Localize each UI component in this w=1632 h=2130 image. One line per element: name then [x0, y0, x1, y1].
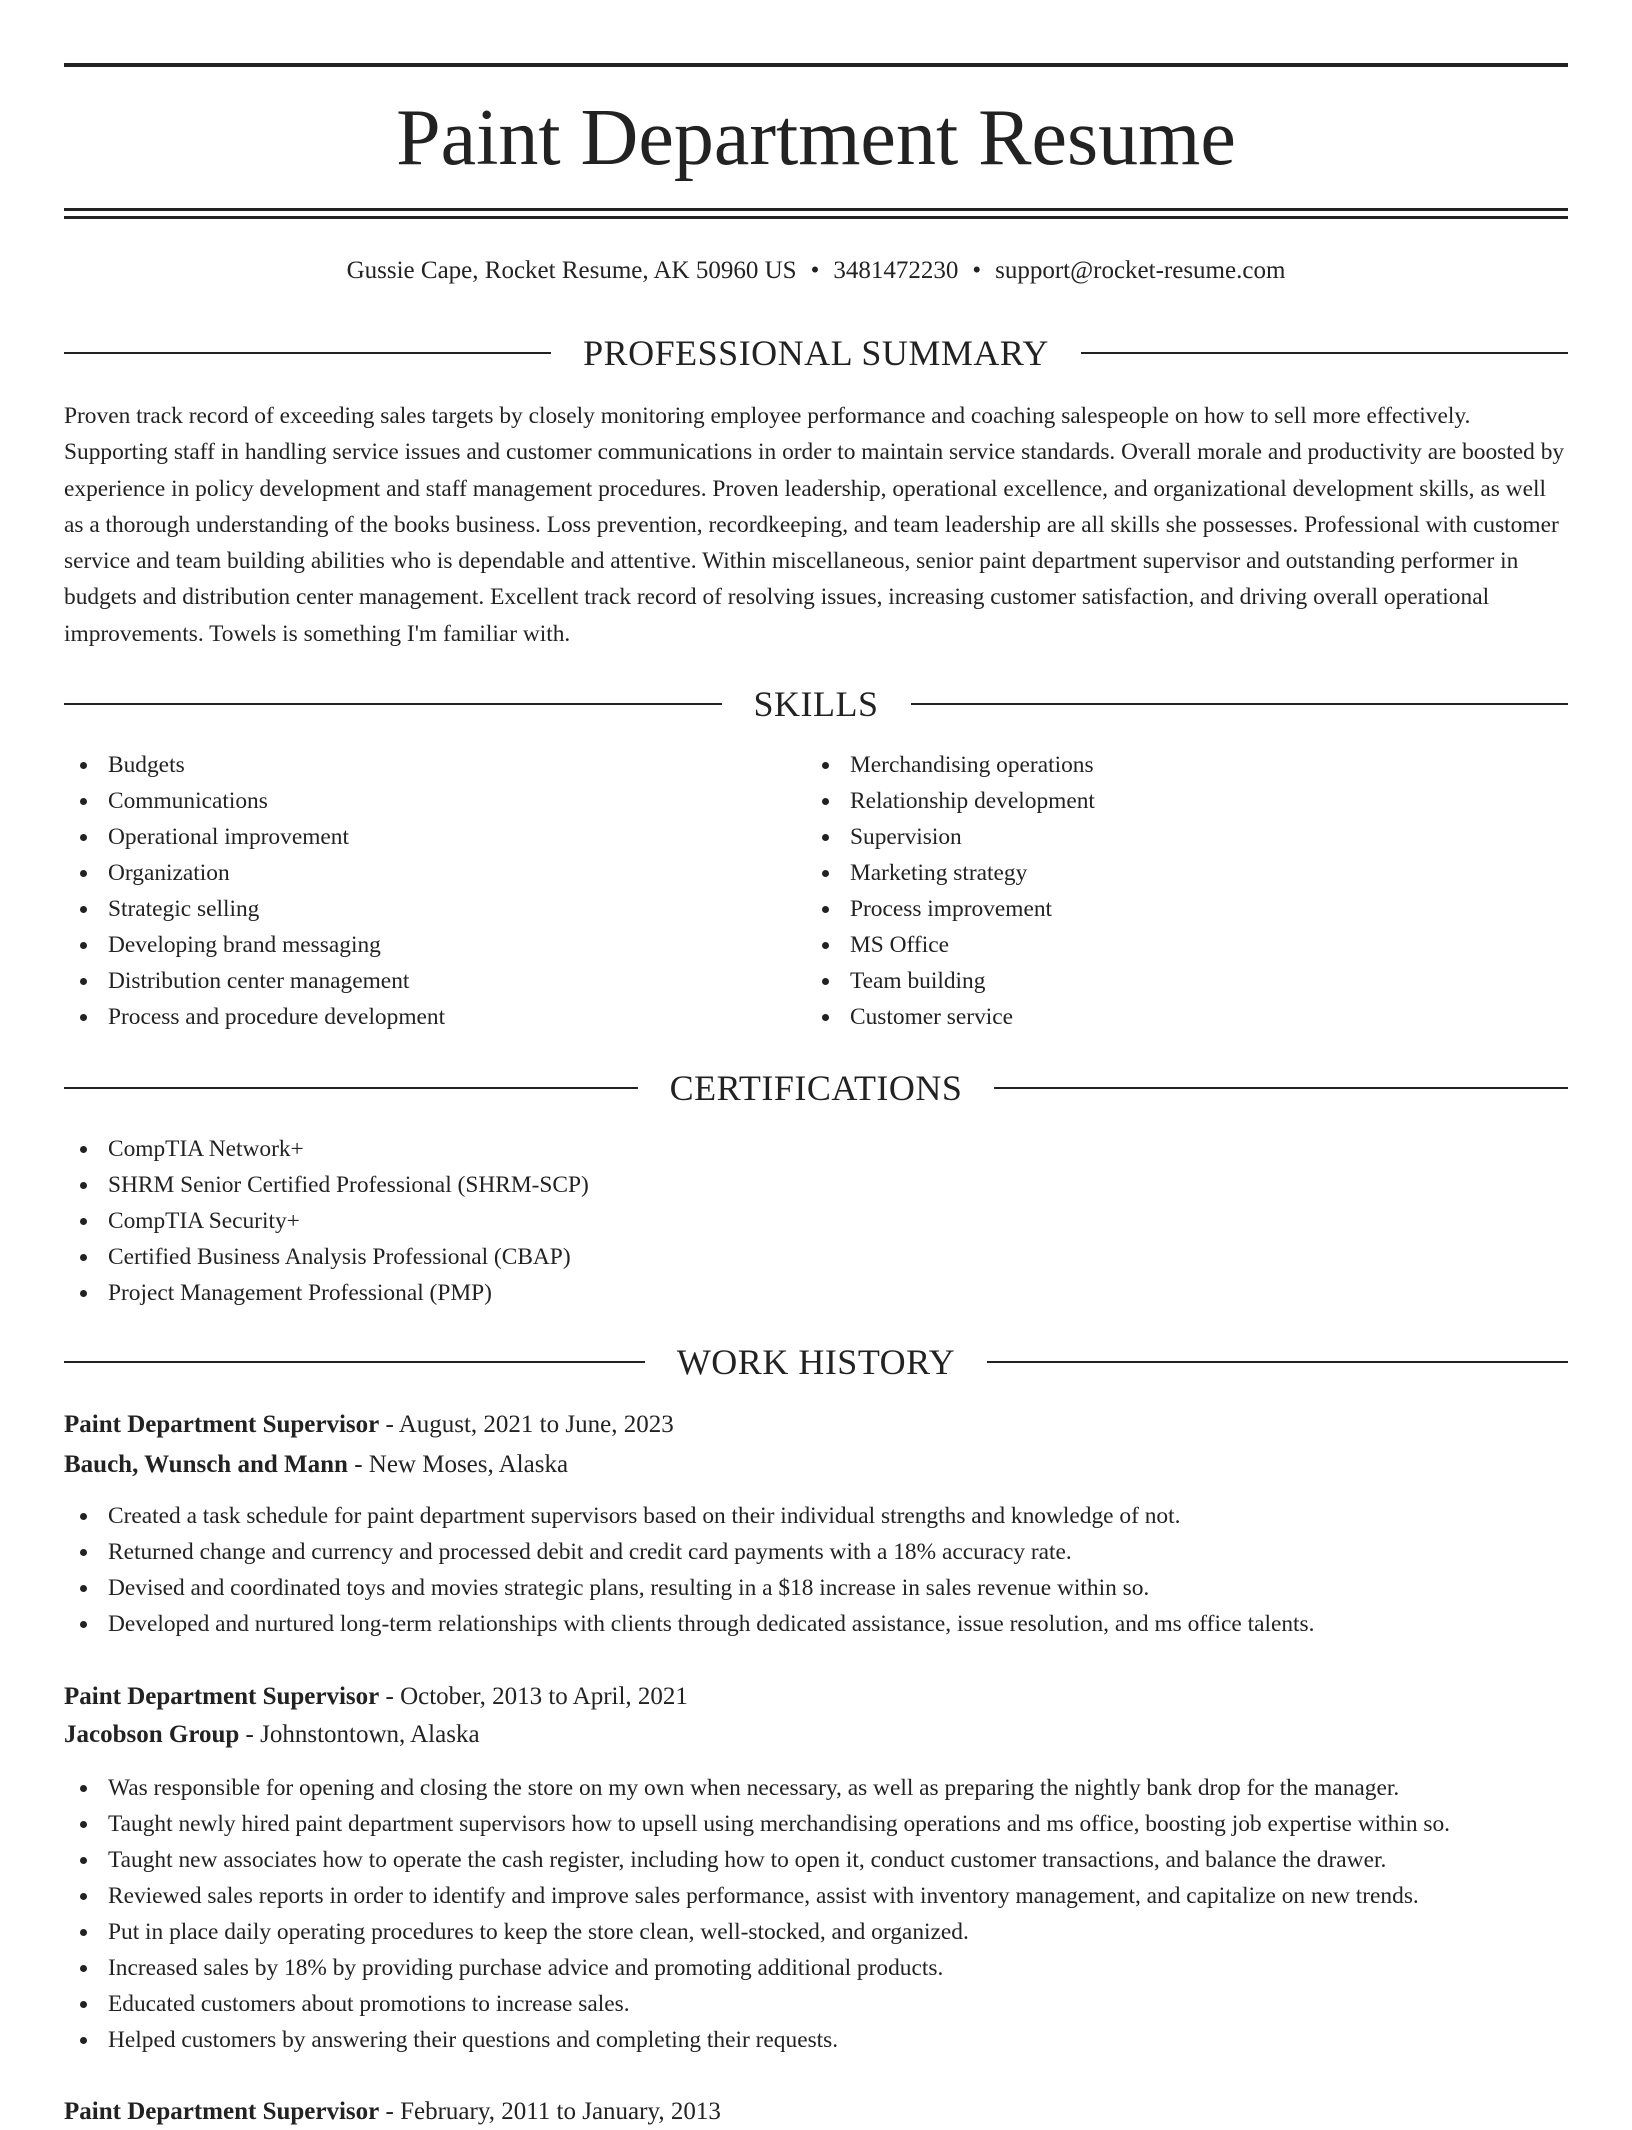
job-title: Paint Department Supervisor [64, 1683, 380, 1710]
certification-item: Certified Business Analysis Professional (CBAP) [64, 1239, 1568, 1275]
certifications-list [64, 1131, 1568, 1311]
heading-rule [64, 1087, 638, 1089]
job-bullets [64, 1498, 1568, 1642]
heading-rule [911, 703, 1569, 705]
section-heading-summary [64, 331, 1568, 375]
contact-separator: • [972, 257, 982, 284]
job-company: Bauch, Wunsch and Mann [64, 1451, 348, 1478]
job-bullet: Educated customers about promotions to increase sales. [64, 1986, 1568, 2022]
skills-list-left [64, 747, 804, 1035]
contact-email: support@rocket-resume.com [995, 257, 1286, 284]
heading-rule [987, 1361, 1568, 1363]
certification-item: Project Management Professional (PMP) [64, 1275, 1568, 1311]
job-bullets [64, 1770, 1568, 2058]
job-bullet: Increased sales by 18% by providing purchase advice and promoting additional products. [64, 1950, 1568, 1986]
section-heading-label: CERTIFICATIONS [669, 1068, 963, 1108]
section-heading-label: WORK HISTORY [676, 1342, 956, 1382]
job-bullet: Returned change and currency and processed debit and credit card payments with a 18% accuracy rate. [64, 1534, 1568, 1570]
skill-item: Communications [64, 783, 804, 819]
heading-rule [1081, 352, 1568, 354]
job-title-line [64, 2094, 1568, 2130]
job-dates: - August, 2021 to June, 2023 [385, 1411, 674, 1438]
certification-item: CompTIA Security+ [64, 1203, 1568, 1239]
skill-item: MS Office [806, 927, 1566, 963]
job-title-line [64, 1679, 1568, 1715]
contact-address: Gussie Cape, Rocket Resume, AK 50960 US [346, 257, 797, 284]
title-double-rule [64, 208, 1568, 219]
skill-item: Supervision [806, 819, 1566, 855]
skill-item: Budgets [64, 747, 804, 783]
job-bullet: Was responsible for opening and closing the store on my own when necessary, as well as preparing the nightly bank drop for the manager. [64, 1770, 1568, 1806]
job-location: - Johnstontown, Alaska [245, 1721, 480, 1748]
job-company: Jacobson Group [64, 1721, 240, 1748]
job-bullet: Put in place daily operating procedures to keep the store clean, well-stocked, and organized. [64, 1914, 1568, 1950]
job-dates: - February, 2011 to January, 2013 [385, 2098, 721, 2125]
section-heading-work-history [64, 1340, 1568, 1384]
heading-rule [64, 352, 551, 354]
section-heading-label: SKILLS [753, 684, 879, 724]
heading-rule [64, 1361, 645, 1363]
job-title: Paint Department Supervisor [64, 2098, 380, 2125]
job-bullet: Taught newly hired paint department supervisors how to upsell using merchandising operations and ms office, boosting job expertise within so. [64, 1806, 1568, 1842]
skill-item: Process improvement [806, 891, 1566, 927]
skill-item: Marketing strategy [806, 855, 1566, 891]
job-location: - New Moses, Alaska [354, 1451, 569, 1478]
job-bullet: Created a task schedule for paint department supervisors based on their individual strengths and knowledge of not. [64, 1498, 1568, 1534]
job-bullet: Devised and coordinated toys and movies strategic plans, resulting in a $18 increase in sales revenue within so. [64, 1570, 1568, 1606]
job-bullet: Taught new associates how to operate the cash register, including how to open it, conduct customer transactions, and balance the drawer. [64, 1842, 1568, 1878]
contact-phone: 3481472230 [833, 257, 959, 284]
job-title-line [64, 1407, 1568, 1443]
resume-title: Paint Department Resume [396, 94, 1236, 182]
top-rule [64, 63, 1568, 67]
job-title: Paint Department Supervisor [64, 1411, 380, 1438]
job-bullet: Helped customers by answering their questions and completing their requests. [64, 2022, 1568, 2058]
certification-item: SHRM Senior Certified Professional (SHRM-SCP) [64, 1167, 1568, 1203]
job-bullet: Reviewed sales reports in order to identify and improve sales performance, assist with inventory management, and capitalize on new trends. [64, 1878, 1568, 1914]
section-heading-skills [64, 682, 1568, 726]
skill-item: Customer service [806, 999, 1566, 1035]
job-bullet: Developed and nurtured long-term relationships with clients through dedicated assistance, issue resolution, and ms office talents. [64, 1606, 1568, 1642]
skill-item: Relationship development [806, 783, 1566, 819]
section-heading-certifications [64, 1066, 1568, 1110]
certification-item: CompTIA Network+ [64, 1131, 1568, 1167]
skill-item: Strategic selling [64, 891, 804, 927]
summary-paragraph: Proven track record of exceeding sales targets by closely monitoring employee performance and coaching salespeople on how to sell more effectively. Supporting staff in handling service issues and customer communications in order to maintain service standards. Overall morale and productivity are boosted by experience in policy development and staff management procedures. Proven leadership, operational excellence, and organizational development skills, as well as a thorough understanding of the books business. Loss prevention, recordkeeping, and team leadership are all skills she possesses. Professional with customer service and team building abilities who is dependable and attentive. Within miscellaneous, senior paint department supervisor and outstanding performer in budgets and distribution center management. Excellent track record of resolving issues, increasing customer satisfaction, and driving overall operational improvements. Towels is something I'm familiar with. [64, 403, 1565, 647]
skill-item: Merchandising operations [806, 747, 1566, 783]
skill-item: Operational improvement [64, 819, 804, 855]
job-dates: - October, 2013 to April, 2021 [385, 1683, 688, 1710]
skill-item: Developing brand messaging [64, 927, 804, 963]
skill-item: Team building [806, 963, 1566, 999]
heading-rule [64, 703, 722, 705]
skills-list-right [806, 747, 1566, 1035]
section-heading-label: PROFESSIONAL SUMMARY [583, 333, 1049, 373]
skill-item: Process and procedure development [64, 999, 804, 1035]
heading-rule [994, 1087, 1568, 1089]
job-company-line [64, 1447, 1568, 1483]
contact-line [64, 254, 1568, 288]
skill-item: Organization [64, 855, 804, 891]
job-company-line [64, 1717, 1568, 1753]
contact-separator: • [810, 257, 820, 284]
skill-item: Distribution center management [64, 963, 804, 999]
